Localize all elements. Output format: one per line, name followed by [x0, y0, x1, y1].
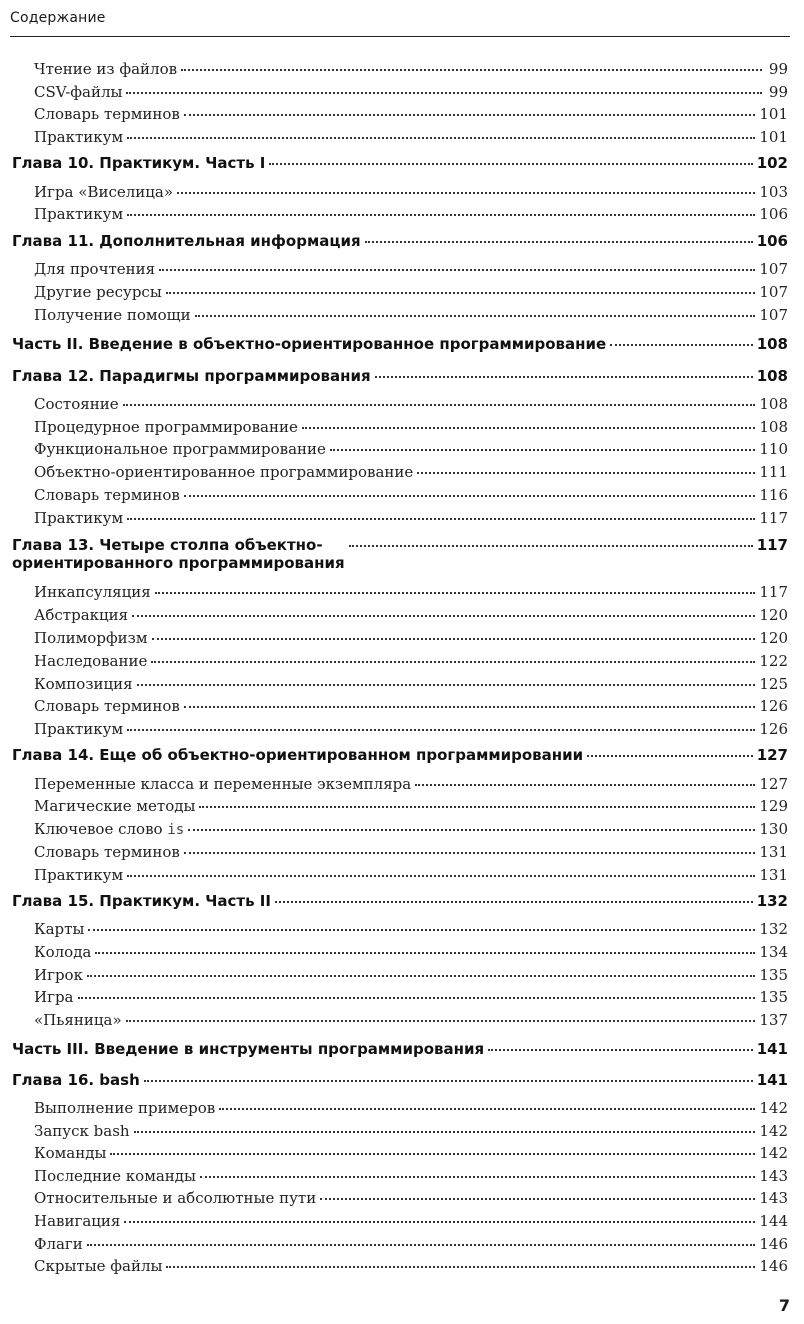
entry-title: Словарь терминов — [34, 843, 180, 861]
toc-entry — [34, 920, 788, 942]
entry-page: 117 — [759, 509, 788, 527]
chapter-page: 127 — [756, 746, 788, 764]
dot-leader — [184, 852, 755, 854]
chapter-title-line-1: Глава 13. Четыре столпа объектно- — [12, 536, 323, 554]
dot-leader — [123, 404, 756, 406]
entry-title: Игрок — [34, 966, 83, 984]
toc-entry — [34, 395, 788, 417]
entry-page: 101 — [759, 105, 788, 123]
toc-entry — [34, 418, 788, 440]
entry-title: Игра — [34, 988, 74, 1006]
entry-page: 134 — [759, 943, 788, 961]
dot-leader — [127, 214, 755, 216]
entry-page: 146 — [759, 1235, 788, 1253]
entry-title: Запуск bash — [34, 1122, 130, 1140]
entry-page: 110 — [759, 440, 788, 458]
chapter-heading — [12, 1071, 788, 1093]
entry-page: 142 — [759, 1099, 788, 1117]
toc-entry — [34, 486, 788, 508]
entry-title — [34, 820, 184, 838]
toc-entry — [34, 720, 788, 742]
toc-entry — [34, 1122, 788, 1144]
dot-leader — [134, 1131, 756, 1133]
dot-leader — [610, 344, 752, 346]
chapter-page: 102 — [756, 154, 788, 172]
entry-page: 126 — [759, 720, 788, 738]
toc-entry — [34, 440, 788, 462]
entry-title-text: Ключевое слово — [34, 820, 168, 838]
toc-entry — [34, 183, 788, 205]
entry-page: 101 — [759, 128, 788, 146]
toc-entry — [34, 797, 788, 819]
toc-entry — [34, 83, 788, 105]
entry-title: Словарь терминов — [34, 697, 180, 715]
dot-leader — [269, 163, 752, 165]
dot-leader — [184, 706, 755, 708]
entry-page: 127 — [759, 775, 788, 793]
entry-title: Переменные класса и переменные экземпляра — [34, 775, 412, 793]
entry-page: 143 — [759, 1189, 788, 1207]
entry-page: 99 — [768, 60, 788, 78]
entry-page: 135 — [759, 966, 788, 984]
dot-leader — [127, 518, 755, 520]
entry-title: Команды — [34, 1144, 107, 1162]
entry-title: CSV-файлы — [34, 83, 123, 101]
dot-leader — [151, 661, 755, 663]
toc-entry — [34, 283, 788, 305]
toc-entry — [34, 583, 788, 605]
dot-leader — [87, 1244, 756, 1246]
entry-title: Относительные и абсолютные пути — [34, 1189, 317, 1207]
chapter-page: 106 — [756, 232, 788, 250]
entry-page: 132 — [759, 920, 788, 938]
toc-entry — [34, 988, 788, 1010]
entry-page: 99 — [768, 83, 788, 101]
dot-leader — [78, 997, 756, 999]
toc-entry — [34, 1144, 788, 1166]
entry-title: Словарь терминов — [34, 105, 180, 123]
entry-title: Инкапсуляция — [34, 583, 151, 601]
dot-leader — [177, 192, 755, 194]
chapter-title: Глава 16. bash — [12, 1071, 140, 1089]
dot-leader — [132, 615, 755, 617]
entry-page: 129 — [759, 797, 788, 815]
chapter-title: Глава 15. Практикум. Часть II — [12, 892, 271, 910]
entry-title: Карты — [34, 920, 85, 938]
toc-entry — [34, 866, 788, 888]
entry-page: 142 — [759, 1122, 788, 1140]
entry-page: 137 — [759, 1011, 788, 1029]
chapter-heading — [12, 746, 788, 768]
dot-leader — [88, 929, 755, 931]
entry-page: 120 — [759, 629, 788, 647]
dot-leader — [137, 684, 756, 686]
toc-entry — [34, 675, 788, 697]
chapter-heading — [12, 892, 788, 914]
code-keyword: is — [167, 822, 185, 838]
chapter-title: Глава 10. Практикум. Часть I — [12, 154, 266, 172]
entry-page: 120 — [759, 606, 788, 624]
dot-leader — [219, 1108, 755, 1110]
entry-title: Магические методы — [34, 797, 196, 815]
dot-leader — [587, 755, 753, 757]
toc-entry — [34, 306, 788, 328]
entry-title: Практикум — [34, 720, 124, 738]
entry-title: Другие ресурсы — [34, 283, 162, 301]
dot-leader — [195, 315, 756, 317]
toc-entry — [34, 843, 788, 865]
entry-title: Практикум — [34, 866, 124, 884]
dot-leader — [184, 495, 755, 497]
entry-title: Для прочтения — [34, 260, 156, 278]
dot-leader — [166, 292, 756, 294]
dot-leader — [375, 376, 753, 378]
toc-entry — [34, 943, 788, 965]
entry-title: Полиморфизм — [34, 629, 148, 647]
entry-title: Композиция — [34, 675, 133, 693]
entry-page: 143 — [759, 1167, 788, 1185]
part-title: Часть III. Введение в инструменты программирования — [12, 1040, 485, 1058]
dot-leader — [365, 241, 753, 243]
dot-leader — [166, 1266, 755, 1268]
entry-title: Практикум — [34, 128, 124, 146]
toc-entry — [34, 60, 788, 82]
entry-title: Наследование — [34, 652, 148, 670]
entry-page: 135 — [759, 988, 788, 1006]
entry-title: Практикум — [34, 205, 124, 223]
dot-leader — [124, 1221, 755, 1223]
entry-title: Получение помощи — [34, 306, 191, 324]
dot-leader — [417, 472, 755, 474]
entry-page: 122 — [759, 652, 788, 670]
entry-title: Колода — [34, 943, 92, 961]
toc-entry — [34, 1011, 788, 1033]
entry-title: Последние команды — [34, 1167, 196, 1185]
dot-leader — [87, 975, 755, 977]
dot-leader — [127, 137, 755, 139]
part-heading — [12, 1040, 788, 1062]
toc-entry — [34, 1189, 788, 1211]
part-heading — [12, 335, 788, 357]
chapter-title: Глава 11. Дополнительная информация — [12, 232, 361, 250]
entry-page: 106 — [759, 205, 788, 223]
chapter-title — [12, 536, 345, 572]
chapter-title-line-2: ориентированного программирования — [12, 554, 345, 572]
part-title: Часть II. Введение в объектно-ориентированное программирование — [12, 335, 607, 353]
entry-page: 130 — [759, 820, 788, 838]
toc-entry — [34, 509, 788, 531]
entry-page: 142 — [759, 1144, 788, 1162]
entry-page: 111 — [759, 463, 788, 481]
dot-leader — [349, 545, 753, 547]
toc-entry — [34, 1167, 788, 1189]
entry-page: 116 — [759, 486, 788, 504]
entry-page: 108 — [759, 418, 788, 436]
dot-leader — [200, 1176, 755, 1178]
dot-leader — [415, 784, 755, 786]
part-page: 108 — [756, 335, 788, 353]
dot-leader — [199, 806, 755, 808]
entry-page: 144 — [759, 1212, 788, 1230]
dot-leader — [152, 638, 756, 640]
part-page: 141 — [756, 1040, 788, 1058]
entry-title: Объектно-ориентированное программирование — [34, 463, 414, 481]
toc-entry — [34, 606, 788, 628]
dot-leader — [184, 114, 755, 116]
entry-title: Навигация — [34, 1212, 121, 1230]
toc-entry — [34, 629, 788, 651]
toc-entry — [34, 697, 788, 719]
dot-leader — [155, 592, 756, 594]
dot-leader — [188, 829, 755, 831]
dot-leader — [126, 1020, 756, 1022]
entry-page: 126 — [759, 697, 788, 715]
dot-leader — [127, 875, 755, 877]
dot-leader — [330, 449, 755, 451]
chapter-title: Глава 12. Парадигмы программирования — [12, 367, 371, 385]
dot-leader — [488, 1049, 753, 1051]
entry-page: 107 — [759, 306, 788, 324]
toc-entry — [34, 1099, 788, 1121]
chapter-page: 141 — [756, 1071, 788, 1089]
chapter-title: Глава 14. Еще об объектно-ориентированном программировании — [12, 746, 584, 764]
toc-entry — [34, 463, 788, 485]
entry-title: Игра «Виселица» — [34, 183, 174, 201]
dot-leader — [110, 1153, 755, 1155]
toc-entry — [34, 128, 788, 150]
chapter-page: 108 — [756, 367, 788, 385]
toc-entry — [34, 205, 788, 227]
chapter-heading — [12, 536, 788, 580]
entry-title: Чтение из файлов — [34, 60, 178, 78]
entry-title: Процедурное программирование — [34, 418, 298, 436]
entry-title: Скрытые файлы — [34, 1257, 163, 1275]
entry-page: 107 — [759, 283, 788, 301]
dot-leader — [275, 901, 753, 903]
entry-title: Выполнение примеров — [34, 1099, 216, 1117]
dot-leader — [127, 729, 755, 731]
entry-title: Состояние — [34, 395, 119, 413]
entry-title: Флаги — [34, 1235, 83, 1253]
entry-title: Практикум — [34, 509, 124, 527]
entry-title: Абстракция — [34, 606, 129, 624]
dot-leader — [302, 427, 756, 429]
dot-leader — [95, 952, 755, 954]
toc-entry — [34, 652, 788, 674]
entry-page: 146 — [759, 1257, 788, 1275]
entry-page: 108 — [759, 395, 788, 413]
entry-page: 131 — [759, 866, 788, 884]
toc-entry — [34, 105, 788, 127]
chapter-heading — [12, 367, 788, 389]
toc-entry — [34, 966, 788, 988]
entry-page: 117 — [759, 583, 788, 601]
chapter-heading — [12, 232, 788, 254]
dot-leader — [181, 69, 762, 71]
entry-page: 107 — [759, 260, 788, 278]
toc-entry — [34, 820, 788, 842]
entry-page: 131 — [759, 843, 788, 861]
entry-page: 103 — [759, 183, 788, 201]
toc-entry — [34, 1235, 788, 1257]
header-title: Содержание — [10, 10, 106, 26]
entry-title: Функциональное программирование — [34, 440, 326, 458]
page-number: 7 — [778, 1296, 790, 1315]
toc-entry — [34, 775, 788, 797]
chapter-heading — [12, 154, 788, 176]
dot-leader — [320, 1198, 755, 1200]
entry-title: «Пьяница» — [34, 1011, 122, 1029]
toc-entry — [34, 260, 788, 282]
chapter-page: 132 — [756, 892, 788, 910]
toc-entry — [34, 1257, 788, 1279]
dot-leader — [159, 269, 755, 271]
entry-title: Словарь терминов — [34, 486, 180, 504]
dot-leader — [126, 92, 762, 94]
dot-leader — [144, 1080, 753, 1082]
entry-page: 125 — [759, 675, 788, 693]
chapter-page: 117 — [756, 536, 788, 554]
toc-entry — [34, 1212, 788, 1234]
